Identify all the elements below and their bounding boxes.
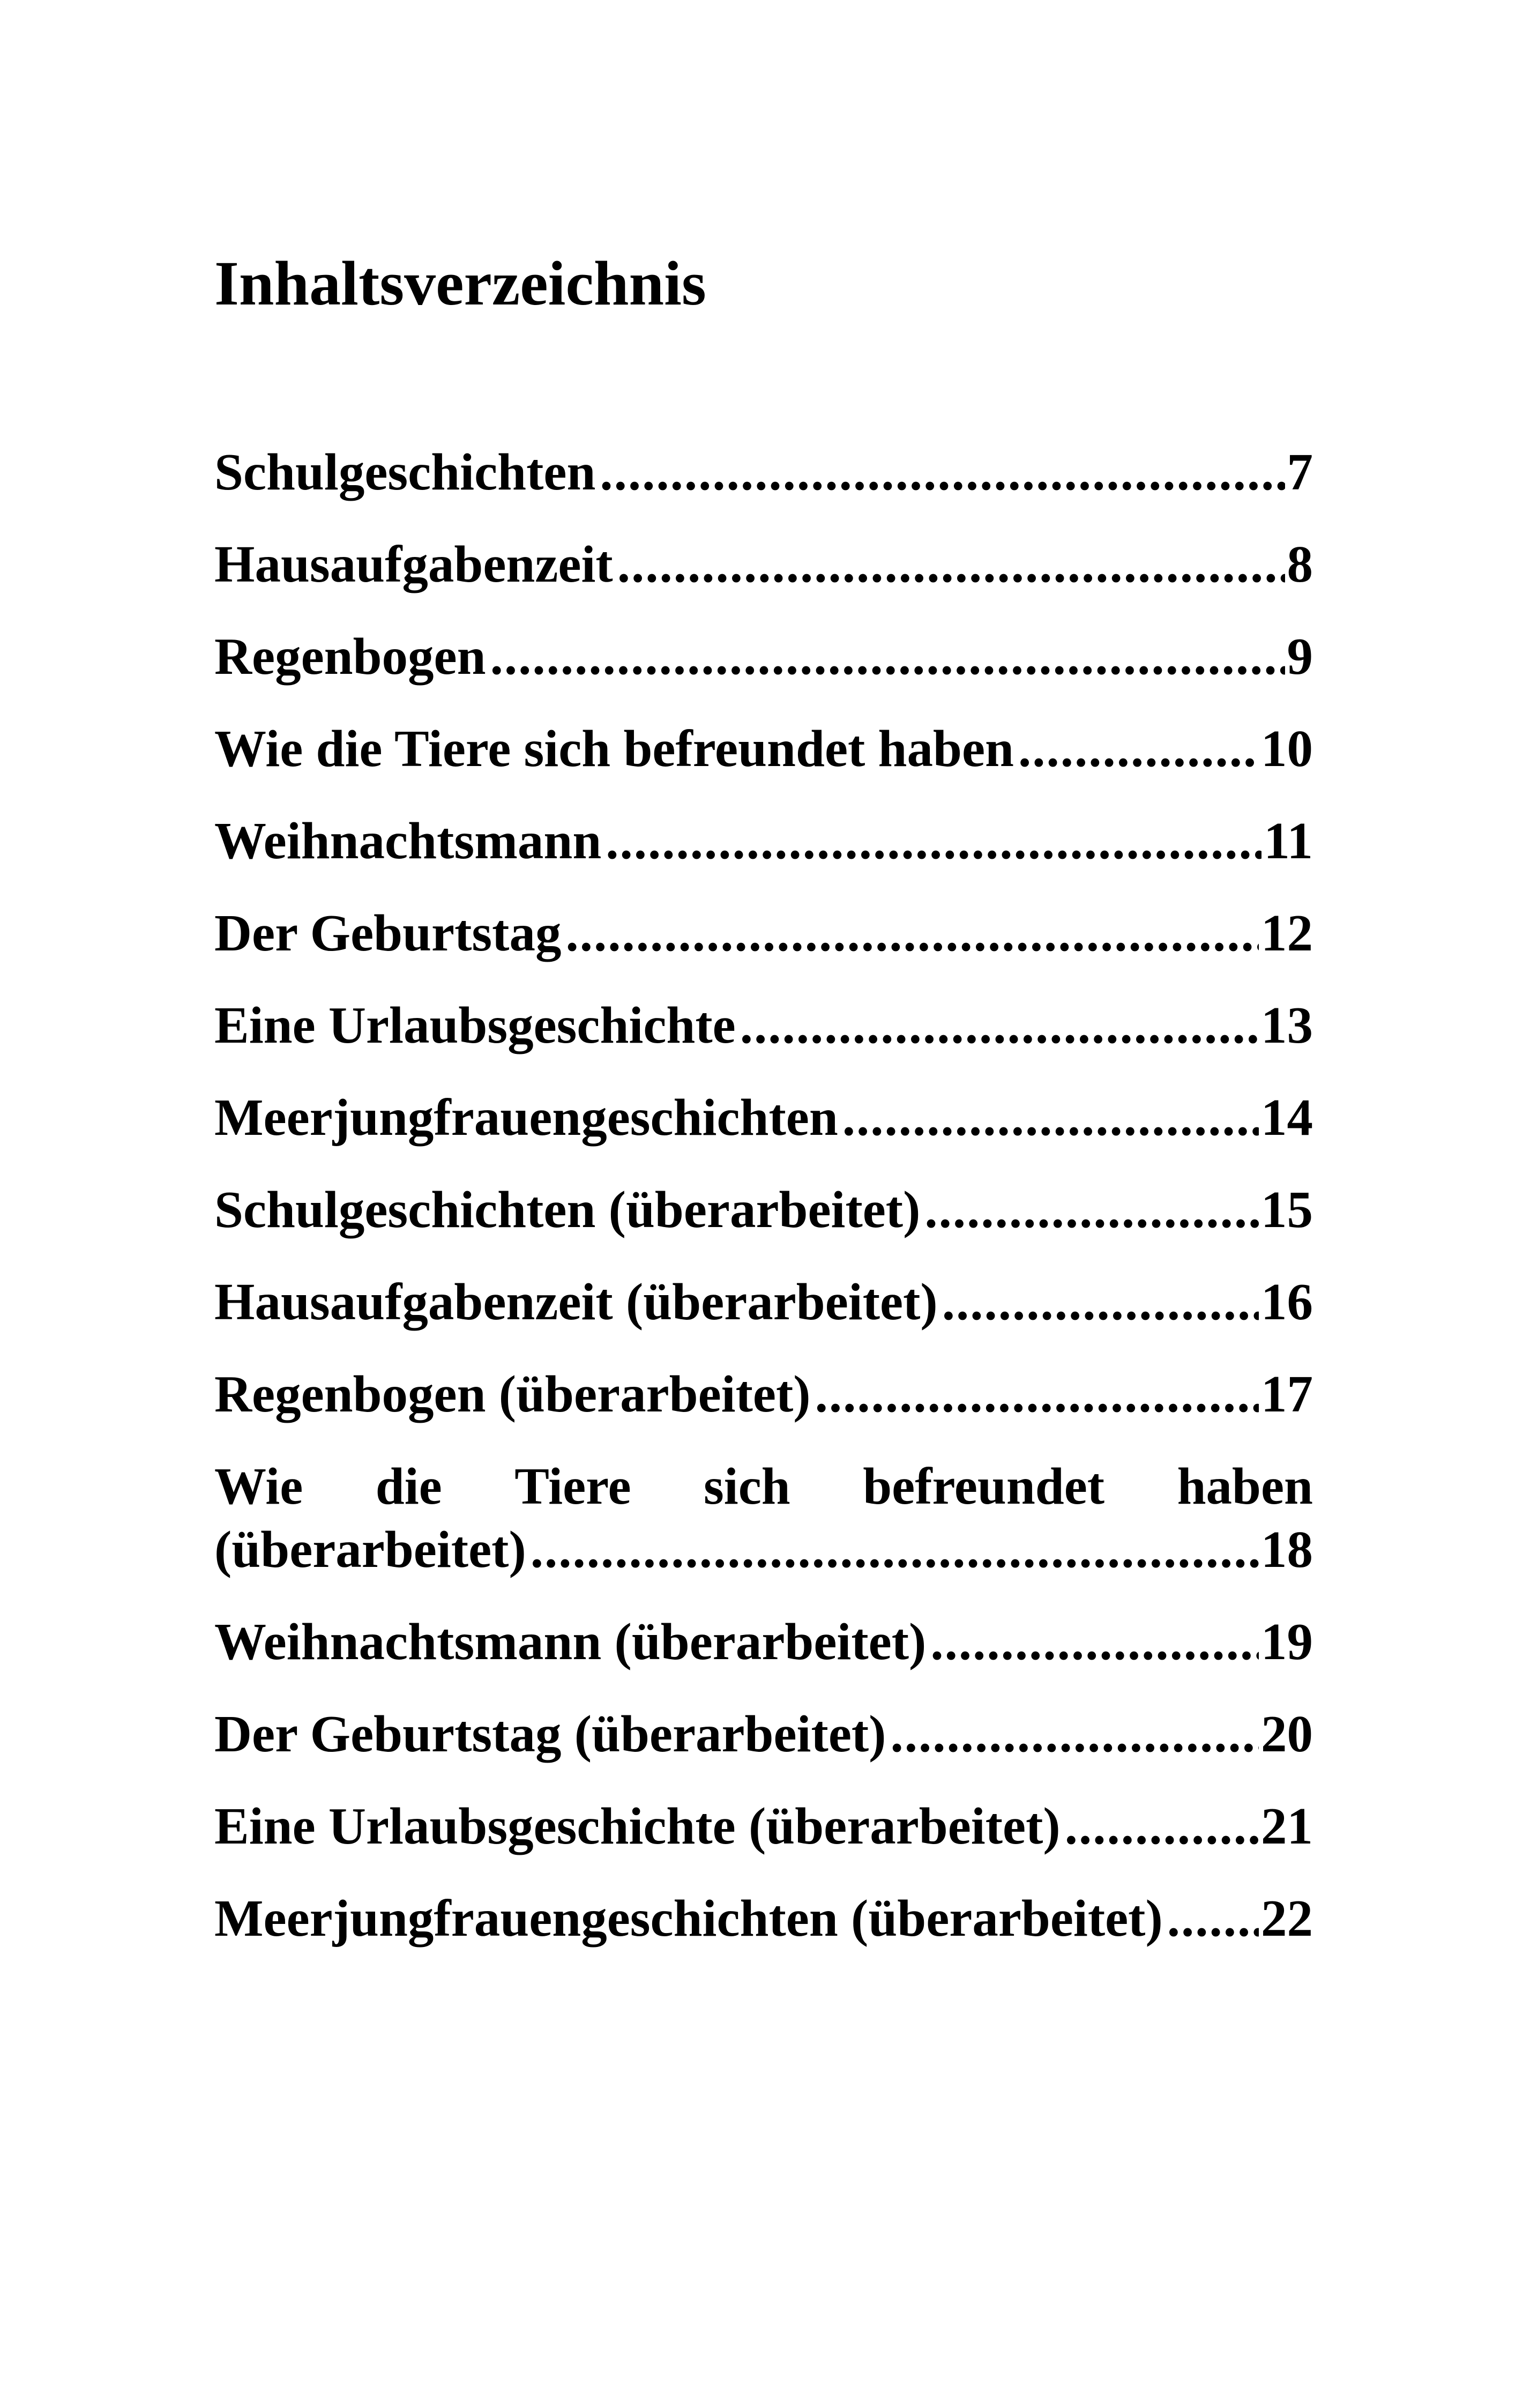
toc-entry[interactable]: [214, 723, 1313, 815]
toc-entry-title-continuation: (überarbeitet): [214, 1523, 526, 1578]
toc-entry-title: Eine Urlaubsgeschichte: [214, 999, 736, 1054]
dot-leader: [890, 1708, 1259, 1760]
toc-entry[interactable]: [214, 630, 1313, 723]
toc-entry-title: Weihnachtsmann: [214, 815, 602, 869]
toc-entry[interactable]: [214, 446, 1313, 538]
toc-entry-page: 13: [1261, 999, 1313, 1054]
dot-leader: [490, 630, 1285, 682]
dot-leader: [924, 1184, 1259, 1236]
toc-entry[interactable]: [214, 815, 1313, 907]
dot-leader: [606, 815, 1261, 867]
toc-entry-title: Schulgeschichten: [214, 446, 596, 501]
toc-entry-title-word: die: [375, 1458, 442, 1515]
dot-leader: [930, 1616, 1259, 1668]
toc-entry-title: Hausaufgabenzeit (überarbeitet): [214, 1276, 938, 1331]
toc-entry-page: 21: [1261, 1800, 1313, 1855]
toc-entry-title: Der Geburtstag (überarbeitet): [214, 1708, 886, 1763]
toc-entry-page: 20: [1261, 1708, 1313, 1763]
toc-entry-page: 19: [1261, 1616, 1313, 1670]
toc-entry-title: Regenbogen (überarbeitet): [214, 1368, 811, 1423]
toc-entry[interactable]: [214, 907, 1313, 999]
toc-entry[interactable]: [214, 1616, 1313, 1708]
toc-title: Inhaltsverzeichnis: [214, 248, 706, 318]
dot-leader: [1018, 723, 1259, 775]
dot-leader: [617, 538, 1285, 590]
toc-entry[interactable]: [214, 1708, 1313, 1800]
toc-entry[interactable]: [214, 1800, 1313, 1892]
toc-entry-page: 8: [1287, 538, 1313, 593]
toc-entry-title: Weihnachtsmann (überarbeitet): [214, 1616, 927, 1670]
dot-leader: [942, 1276, 1259, 1328]
toc-entry-page: 16: [1261, 1276, 1313, 1331]
dot-leader: [842, 1091, 1259, 1143]
toc-entry-page: 18: [1261, 1523, 1313, 1578]
toc-entry-title-word: befreundet: [863, 1458, 1105, 1515]
toc-entry-title: Hausaufgabenzeit: [214, 538, 613, 593]
toc-entry-title: Meerjungfrauengeschichten: [214, 1091, 838, 1146]
dot-leader: [740, 999, 1259, 1051]
dot-leader: [815, 1368, 1259, 1420]
toc-entry[interactable]: [214, 999, 1313, 1091]
toc-entry-title-word: sich: [704, 1458, 790, 1515]
toc-entry-title: Regenbogen: [214, 630, 486, 685]
toc-entry-title: Schulgeschichten (überarbeitet): [214, 1184, 921, 1238]
toc-entry-page: 9: [1287, 630, 1313, 685]
toc-entry-title: Der Geburtstag: [214, 907, 562, 962]
toc-entry[interactable]: [214, 1276, 1313, 1368]
toc-entry-title: Eine Urlaubsgeschichte (überarbeitet): [214, 1800, 1061, 1855]
toc-entry-page: 17: [1261, 1368, 1313, 1423]
toc-entry-title-word: Tiere: [514, 1458, 631, 1515]
toc-entry-page: 7: [1287, 446, 1313, 501]
toc-entry-page: 11: [1264, 815, 1313, 869]
dot-leader: [1167, 1892, 1259, 1944]
toc-entry-page: 22: [1261, 1892, 1313, 1947]
toc-entry-page: 12: [1261, 907, 1313, 962]
toc-entry[interactable]: [214, 1091, 1313, 1184]
toc-entry-title-line: [214, 1460, 1313, 1523]
toc-entry[interactable]: [214, 1460, 1313, 1616]
toc-entry[interactable]: [214, 1892, 1313, 1985]
dot-leader: [531, 1523, 1259, 1575]
toc-entry-page: 10: [1261, 723, 1313, 777]
toc-entry-title-word: haben: [1177, 1458, 1313, 1515]
toc-entry-page: 14: [1261, 1091, 1313, 1146]
toc-entry[interactable]: [214, 1368, 1313, 1460]
toc-entry-page: 15: [1261, 1184, 1313, 1238]
toc-entry[interactable]: [214, 1184, 1313, 1276]
toc-entry-title: Meerjungfrauengeschichten (überarbeitet): [214, 1892, 1163, 1947]
dot-leader: [565, 907, 1259, 959]
toc-entry-title: Wie die Tiere sich befreundet haben: [214, 723, 1014, 777]
toc-entry-title-word: Wie: [214, 1458, 303, 1515]
toc-list: [214, 446, 1313, 1985]
dot-leader: [1065, 1800, 1259, 1852]
toc-entry[interactable]: [214, 538, 1313, 630]
dot-leader: [600, 446, 1285, 498]
